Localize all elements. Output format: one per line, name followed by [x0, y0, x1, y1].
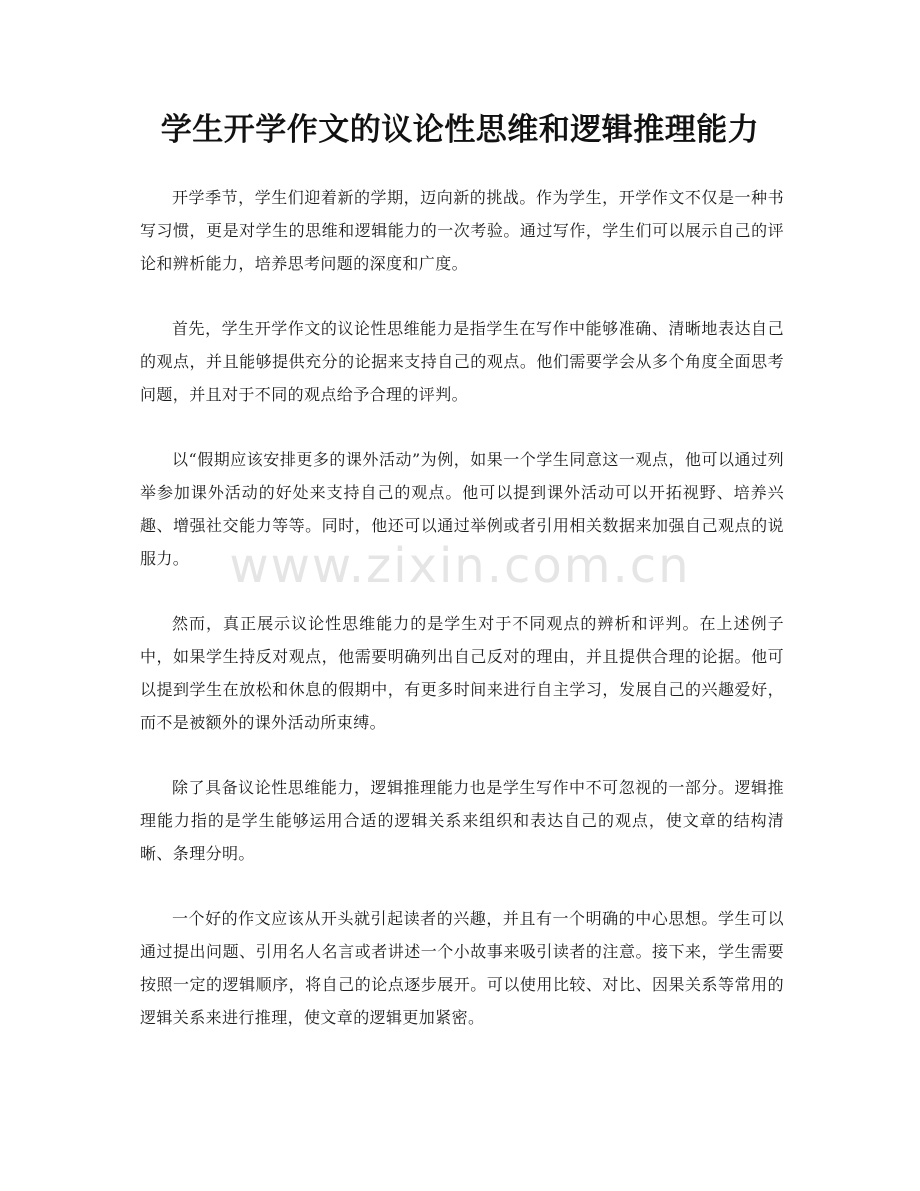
paragraph: 除了具备议论性思维能力，逻辑推理能力也是学生写作中不可忽视的一部分。逻辑推理能力指的是学生能够运用合适的逻辑关系来组织和表达自己的观点，使文章的结构清晰、条理分明。: [140, 778, 784, 863]
paragraph: 然而，真正展示议论性思维能力的是学生对于不同观点的辨析和评判。在上述例子中，如果学生持反对观点，他需要明确列出自己反对的理由，并且提供合理的论据。他可以提到学生在放松和休息的假期中，有更多时间来进行自主学习，发展自己的兴趣爱好，而不是被额外的课外活动所束缚。: [140, 614, 784, 732]
paragraph: 以“假期应该安排更多的课外活动”为例，如果一个学生同意这一观点，他可以通过列举参加课外活动的好处来支持自己的观点。他可以提到课外活动可以开拓视野、培养兴趣、增强社交能力等等。同时，他还可以通过举例或者引用相关数据来加强自己观点的说服力。: [140, 450, 784, 568]
watermark: www.zixin.com.cn: [229, 538, 691, 594]
paragraph: 一个好的作文应该从开头就引起读者的兴趣，并且有一个明确的中心思想。学生可以通过提出问题、引用名人名言或者讲述一个小故事来吸引读者的注意。接下来，学生需要按照一定的逻辑顺序，将自己的论点逐步展开。可以使用比较、对比、因果关系等常用的逻辑关系来进行推理，使文章的逻辑更加紧密。: [140, 909, 784, 1027]
document-body: [140, 181, 784, 1066]
document-title: 学生开学作文的议论性思维和逻辑推理能力: [160, 112, 760, 148]
paragraph: 开学季节，学生们迎着新的学期，迈向新的挑战。作为学生，开学作文不仅是一种书写习惯，更是对学生的思维和逻辑能力的一次考验。通过写作，学生们可以展示自己的评论和辨析能力，培养思考问题的深度和广度。: [140, 188, 784, 273]
paragraph: 首先，学生开学作文的议论性思维能力是指学生在写作中能够准确、清晰地表达自己的观点，并且能够提供充分的论据来支持自己的观点。他们需要学会从多个角度全面思考问题，并且对于不同的观点给予合理的评判。: [140, 319, 784, 404]
